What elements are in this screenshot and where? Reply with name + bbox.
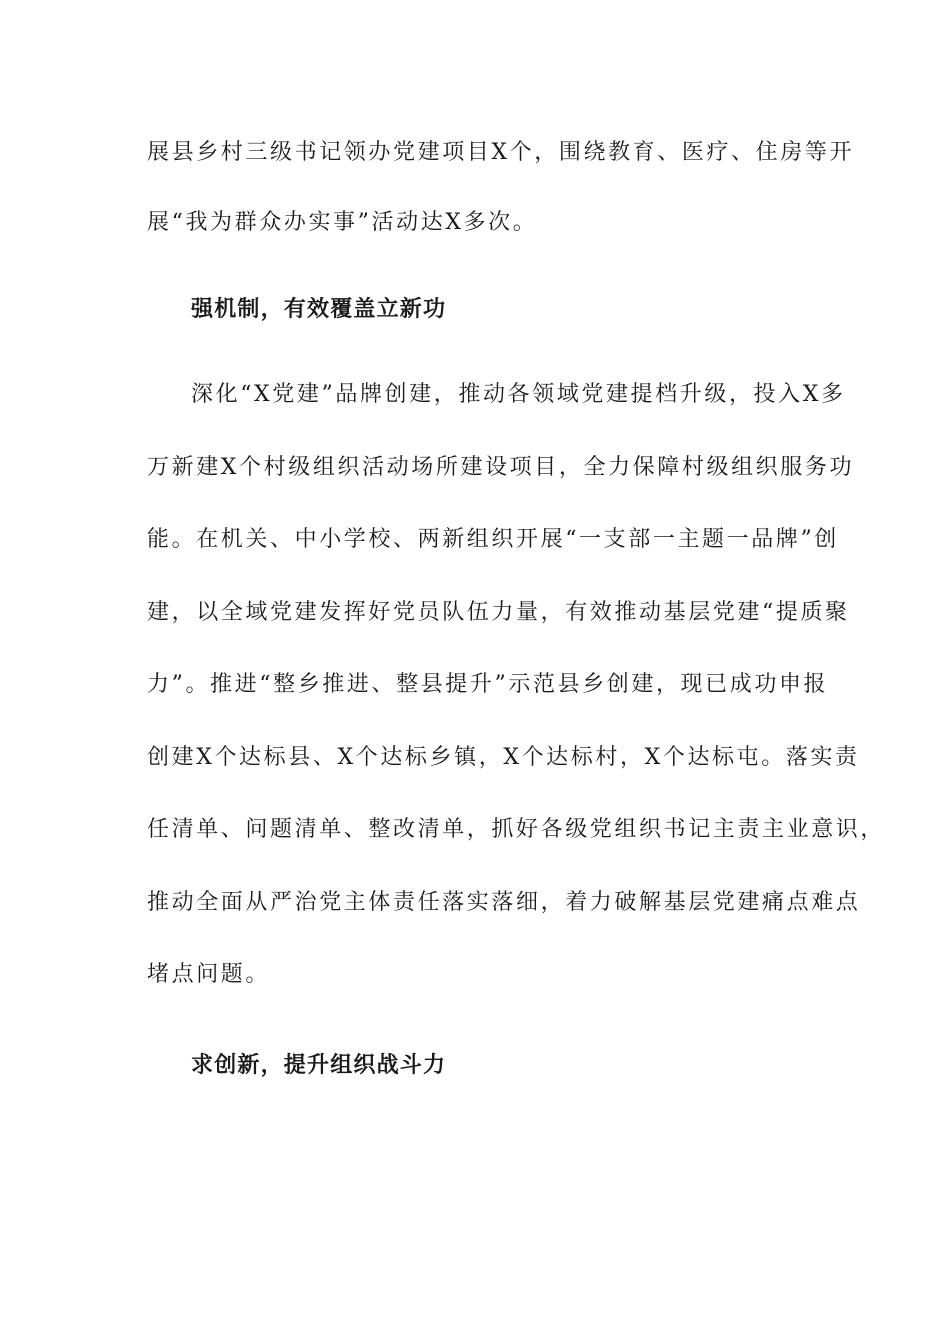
body-text-line: 能。在机关、中小学校、两新组织开展“一支部一主题一品牌”创 — [147, 527, 839, 552]
body-text-line: 建，以全域党建发挥好党员队伍力量，有效推动基层党建“提质聚 — [147, 600, 850, 625]
body-text-line: 推动全面从严治党主体责任落实落细，着力破解基层党建痛点难点 — [147, 890, 861, 915]
body-text-line: 堵点问题。 — [147, 962, 271, 987]
body-text-line: 万新建X个村级组织活动场所建设项目，全力保障村级组织服务功 — [147, 455, 855, 480]
section-heading: 求创新，提升组织战斗力 — [191, 1052, 447, 1078]
body-text-line: 展县乡村三级书记领办党建项目X个，围绕教育、医疗、住房等开 — [147, 140, 855, 165]
body-text-line: 展“我为群众办实事”活动达X多次。 — [147, 210, 538, 235]
body-text-line: 深化“X党建”品牌创建，推动各领域党建提档升级，投入X多 — [191, 382, 846, 407]
body-text-line: 创建X个达标县、X个达标乡镇，X个达标村，X个达标屯。落实责 — [147, 745, 860, 770]
body-text-line: 任清单、问题清单、整改清单，抓好各级党组织书记主责主业意识， — [147, 817, 886, 842]
body-text-line: 力”。推进“整乡推进、整县提升”示范县乡创建，现已成功申报 — [147, 672, 829, 697]
section-heading: 强机制，有效覆盖立新功 — [191, 296, 447, 322]
